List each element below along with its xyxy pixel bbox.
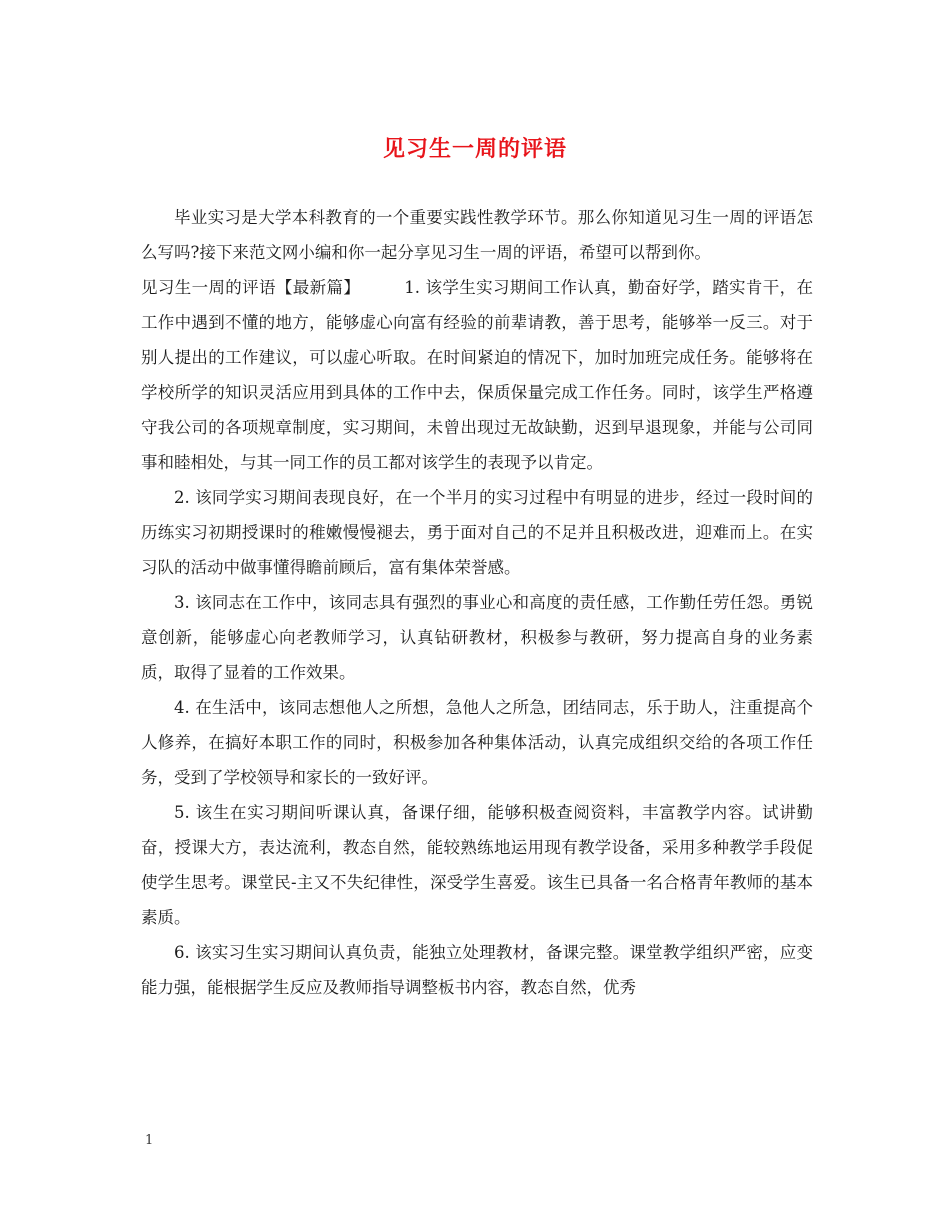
item-4: 4. 在生活中，该同志想他人之所想，急他人之所急，团结同志，乐于助人，注重提高个人修养，在搞好本职工作的同时，积极参加各种集体活动，认真完成组织交给的各项工作任务，受到了学校领导和家长的一致好评。: [141, 698, 813, 787]
item-2: 2. 该同学实习期间表现良好，在一个半月的实习过程中有明显的进步，经过一段时间的历练实习初期授课时的稚嫩慢慢褪去，勇于面对自己的不足并且积极改进，迎难而上。在实习队的活动中做事懂得瞻前顾后，富有集体荣誉感。: [141, 488, 813, 577]
item-5: 5. 该生在实习期间听课认真，备课仔细，能够积极查阅资料，丰富教学内容。试讲勤奋，授课大方，表达流利，教态自然，能较熟练地运用现有教学设备，采用多种教学手段促使学生思考。课堂民-主又不失纪律性，深受学生喜爱。该生已具备一名合格青年教师的基本素质。: [141, 803, 813, 927]
item-3: 3. 该同志在工作中，该同志具有强烈的事业心和高度的责任感，工作勤任劳任怨。勇锐意创新，能够虚心向老教师学习，认真钻研教材，积极参与教研，努力提高自身的业务素质，取得了显着的工作效果。: [141, 593, 813, 682]
page-number: 1: [145, 1133, 154, 1148]
section-heading: 见习生一周的评语【最新篇】: [141, 278, 361, 297]
document-title: 见习生一周的评语: [382, 136, 567, 162]
first-item-paragraph: [141, 270, 813, 480]
document-body: [141, 200, 813, 1005]
item-1: 1. 该学生实习期间工作认真，勤奋好学，踏实肯干，在工作中遇到不懂的地方，能够虚心向富有经验的前辈请教，善于思考，能够举一反三。对于别人提出的工作建议，可以虚心听取。在时间紧迫的情况下，加时加班完成任务。能够将在学校所学的知识灵活应用到具体的工作中去，保质保量完成工作任务。同时，该学生严格遵守我公司的各项规章制度，实习期间，未曾出现过无故缺勤，迟到早退现象，并能与公司同事和睦相处，与其一同工作的员工都对该学生的表现予以肯定。: [141, 278, 813, 472]
intro-paragraph: 毕业实习是大学本科教育的一个重要实践性教学环节。那么你知道见习生一周的评语怎么写吗?接下来范文网小编和你一起分享见习生一周的评语，希望可以帮到你。: [141, 208, 813, 262]
item-6: 6. 该实习生实习期间认真负责，能独立处理教材，备课完整。课堂教学组织严密，应变能力强，能根据学生反应及教师指导调整板书内容，教态自然，优秀: [141, 943, 813, 997]
